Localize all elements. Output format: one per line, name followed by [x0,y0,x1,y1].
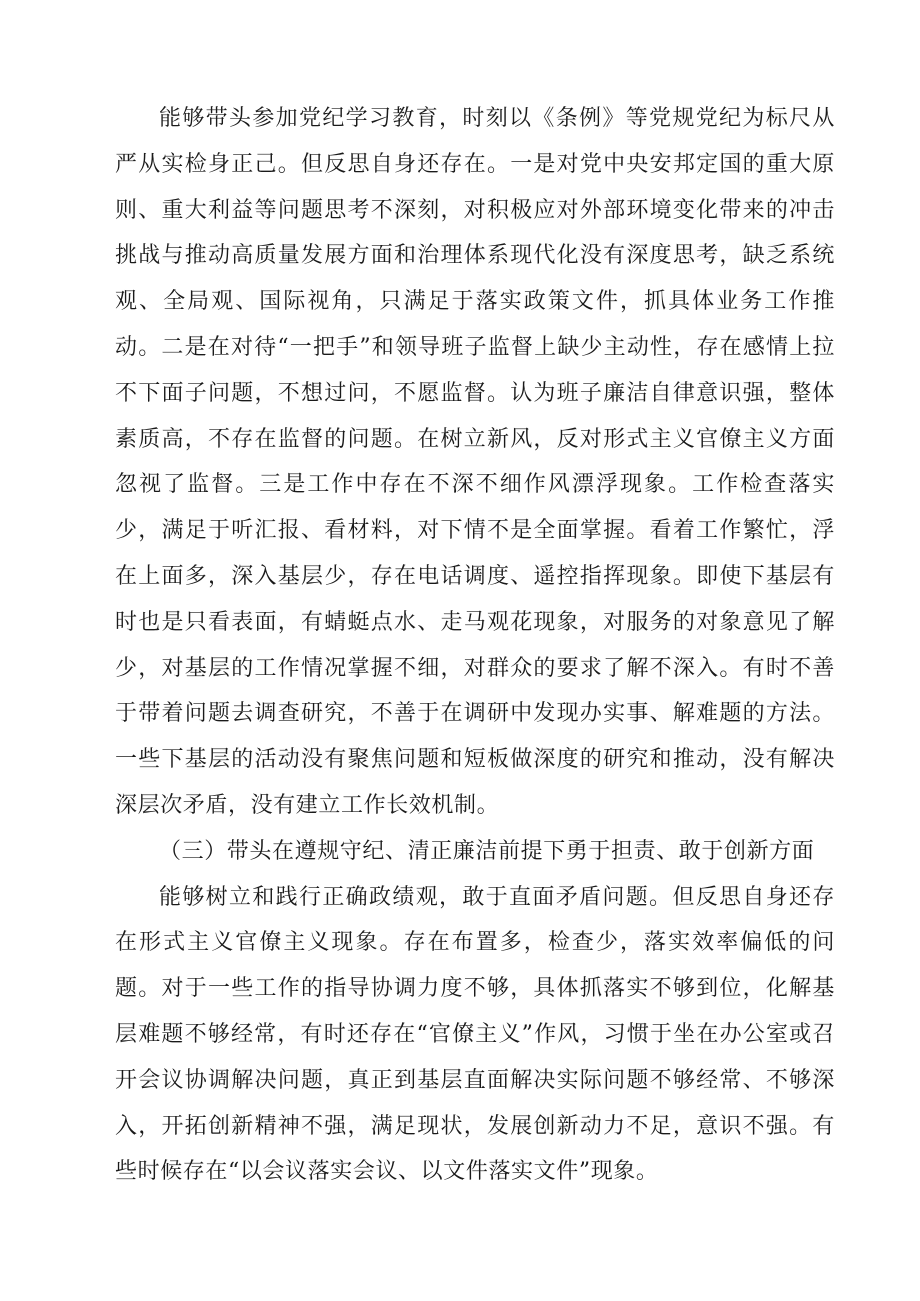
document-body [115,96,835,1195]
section-heading-3: （三）带头在遵规守纪、清正廉洁前提下勇于担责、敢于创新方面 [159,838,815,864]
paragraph-performance-view: 能够树立和践行正确政绩观，敢于直面矛盾问题。但反思自身还存在形式主义官僚主义现象。存在布置多，检查少，落实效率偏低的问题。对于一些工作的指导协调力度不够，具体抓落实不够到位，化解基层难题不够经常，有时还存在“官僚主义”作风，习惯于坐在办公室或召开会议协调解决问题，真正到基层直面解决实际问题不够经常、不够深入，开拓创新精神不强，满足现状，发展创新动力不足，意识不强。有些时候存在“以会议落实会议、以文件落实文件”现象。 [115,884,835,1185]
paragraph-party-discipline-study: 能够带头参加党纪学习教育，时刻以《条例》等党规党纪为标尺从严从实检身正己。但反思自身还存在。一是对党中央安邦定国的重大原则、重大利益等问题思考不深刻，对积极应对外部环境变化带来的冲击挑战与推动高质量发展方面和治理体系现代化没有深度思考，缺乏系统观、全局观、国际视角，只满足于落实政策文件，抓具体业务工作推动。二是在对待“一把手”和领导班子监督上缺少主动性，存在感情上拉不下面子问题，不想过问，不愿监督。认为班子廉洁自律意识强，整体素质高，不存在监督的问题。在树立新风，反对形式主义官僚主义方面忽视了监督。三是工作中存在不深不细作风漂浮现象。工作检查落实少，满足于听汇报、看材料，对下情不是全面掌握。看着工作繁忙，浮在上面多，深入基层少，存在电话调度、遥控指挥现象。即使下基层有时也是只看表面，有蜻蜓点水、走马观花现象，对服务的对象意见了解少，对基层的工作情况掌握不细，对群众的要求了解不深入。有时不善于带着问题去调查研究，不善于在调研中发现办实事、解难题的方法。一些下基层的活动没有聚焦问题和短板做深度的研究和推动，没有解决深层次矛盾，没有建立工作长效机制。 [115,106,835,818]
